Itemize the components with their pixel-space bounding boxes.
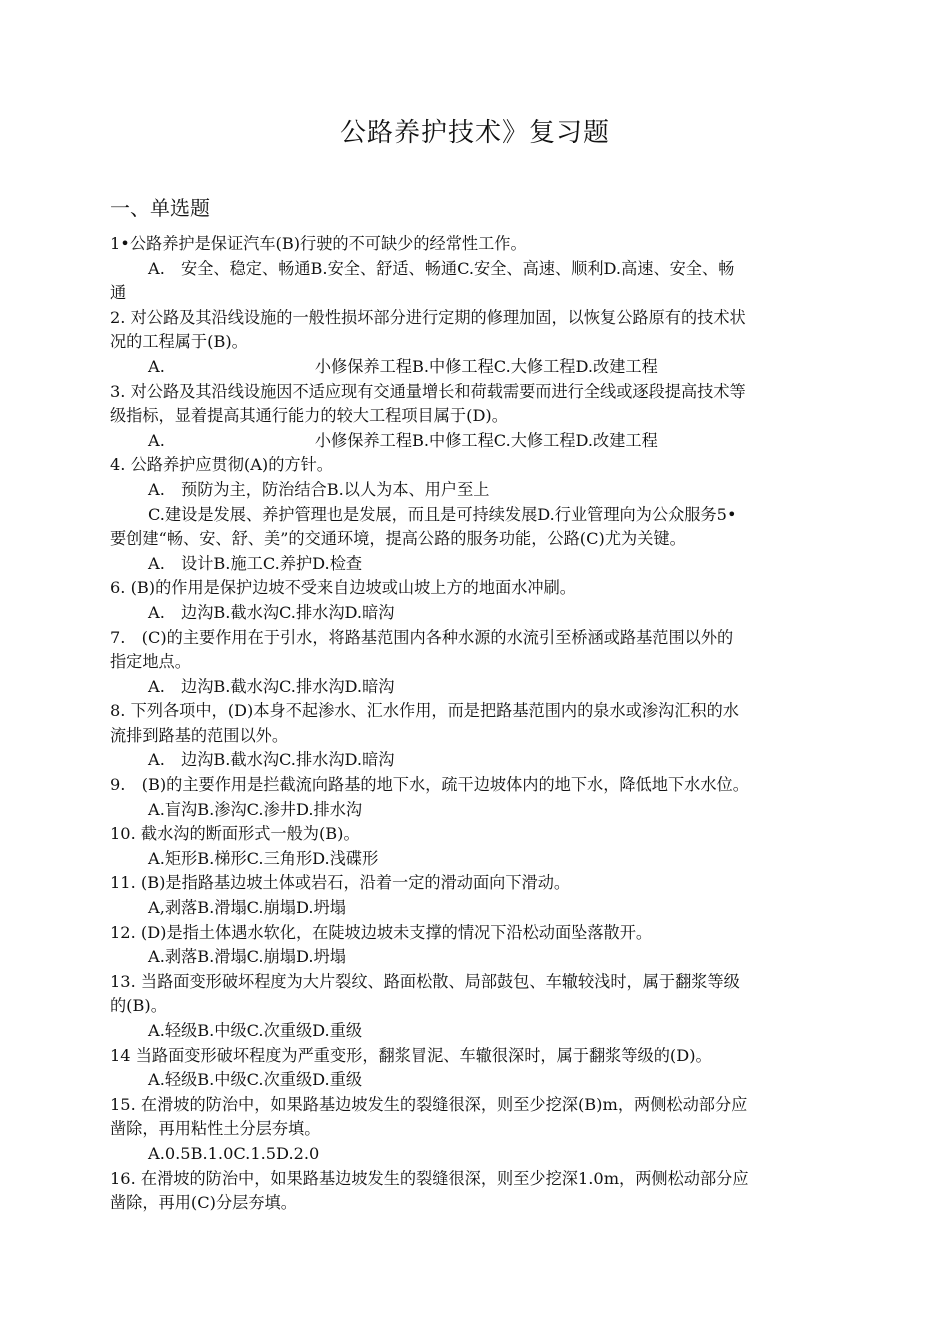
- question-text: 4. 公路养护应贯彻(A)的方针。: [110, 455, 333, 475]
- question-text: 3. 对公路及其沿线设施因不适应现有交通量增长和荷载需要而进行全线或逐段提高技术等: [110, 381, 746, 401]
- question-text-wrap: 指定地点。: [110, 652, 191, 672]
- option-text: 小修保养工程B.中修工程C.大修工程D.改建工程: [314, 356, 658, 376]
- question-text: 11. (B)是指路基边坡土体或岩石，沿着一定的滑动面向下滑动。: [110, 873, 571, 893]
- question-options: A. 预防为主，防治结合B.以人为本、用户至上: [148, 479, 490, 499]
- option-label: A.: [148, 430, 165, 450]
- question-text: 14 当路面变形破坏程度为严重变形，翻浆冒泥、车辙很深时，属于翻浆等级的(D)。: [110, 1045, 712, 1065]
- question-text: 6. (B)的作用是保护边坡不受来自边坡或山坡上方的地面水冲刷。: [110, 578, 576, 598]
- question-options: [110, 429, 870, 454]
- question-text-wrap: 凿除，再用粘性土分层夯填。: [110, 1119, 321, 1139]
- question-list: [110, 232, 870, 1216]
- question-text: 1•公路养护是保证汽车(B)行驶的不可缺少的经常性工作。: [110, 234, 527, 253]
- question-options: A.轻级B.中级C.次重级D.重级: [148, 1021, 363, 1040]
- question-options: A.轻级B.中级C.次重级D.重级: [148, 1070, 363, 1090]
- question-options: A. 边沟B.截水沟C.排水沟D.暗沟: [148, 602, 395, 622]
- option-label: A.: [148, 356, 165, 376]
- question-options: A.矩形B.梯形C.三角形D.浅碟形: [148, 848, 379, 868]
- question-options: A. 设计B.施工C.养护D.检查: [148, 553, 363, 573]
- document-title: 公路养护技术》复习题: [339, 118, 610, 148]
- question-text: 10. 截水沟的断面形式一般为(B)。: [110, 824, 360, 844]
- question-text: 13. 当路面变形破坏程度为大片裂纹、路面松散、局部鼓包、车辙较浅时，属于翻浆等级: [110, 971, 740, 991]
- question-options: A,剥落B.滑塌C.崩塌D.坍塌: [148, 898, 346, 918]
- question-options: C.建设是发展、养护管理也是发展，而且是可持续发展D.行业管理向为公众服务5•: [148, 504, 737, 524]
- question-text: 2. 对公路及其沿线设施的一般性损坏部分进行定期的修理加固，以恢复公路原有的技术状: [110, 307, 746, 327]
- question-text: 要创建“畅、安、舒、美”的交通环境，提高公路的服务功能，公路(C)尤为关键。: [110, 529, 686, 549]
- question-options: A. 边沟B.截水沟C.排水沟D.暗沟: [148, 750, 395, 770]
- question-text-wrap: 级指标，显着提高其通行能力的较大工程项目属于(D)。: [110, 406, 508, 426]
- question-text-wrap: 凿除，再用(C)分层夯填。: [110, 1193, 297, 1213]
- question-options: A.剥落B.滑塌C.崩塌D.坍塌: [148, 947, 346, 967]
- question-options: A.盲沟B.渗沟C.渗井D.排水沟: [148, 799, 363, 819]
- option-text: 小修保养工程B.中修工程C.大修工程D.改建工程: [314, 430, 658, 450]
- question-options-wrap: 通: [110, 283, 127, 303]
- question-text: 16. 在滑坡的防治中，如果路基边坡发生的裂缝很深，则至少挖深1.0m，两侧松动部分应: [110, 1168, 749, 1188]
- question-text: 8. 下列各项中，(D)本身不起渗水、汇水作用，而是把路基范围内的泉水或渗沟汇积的水: [110, 701, 739, 721]
- question-options: A. 边沟B.截水沟C.排水沟D.暗沟: [148, 676, 395, 696]
- question-options: A.0.5B.1.0C.1.5D.2.0: [148, 1143, 320, 1163]
- question-options: [110, 355, 870, 380]
- section-heading: 一、单选题: [110, 196, 210, 220]
- question-text: 12. (D)是指土体遇水软化，在陡坡边坡未支撑的情况下沿松动面坠落散开。: [110, 922, 653, 942]
- question-text-wrap: 流排到路基的范围以外。: [110, 725, 289, 745]
- question-text-wrap: 况的工程属于(B)。: [110, 332, 248, 352]
- question-text-wrap: 的(B)。: [110, 996, 167, 1016]
- question-options: A. 安全、稳定、畅通B.安全、舒适、畅通C.安全、高速、顺利D.高速、安全、畅: [148, 258, 735, 278]
- question-text: 7. (C)的主要作用在于引水，将路基范围内各种水源的水流引至桥涵或路基范围以外的: [110, 627, 734, 647]
- question-text: 15. 在滑坡的防治中，如果路基边坡发生的裂缝很深，则至少挖深(B)m，两侧松动部分应: [110, 1094, 748, 1114]
- question-text: 9. (B)的主要作用是拦截流向路基的地下水，疏干边坡体内的地下水，降低地下水水位。: [110, 775, 749, 795]
